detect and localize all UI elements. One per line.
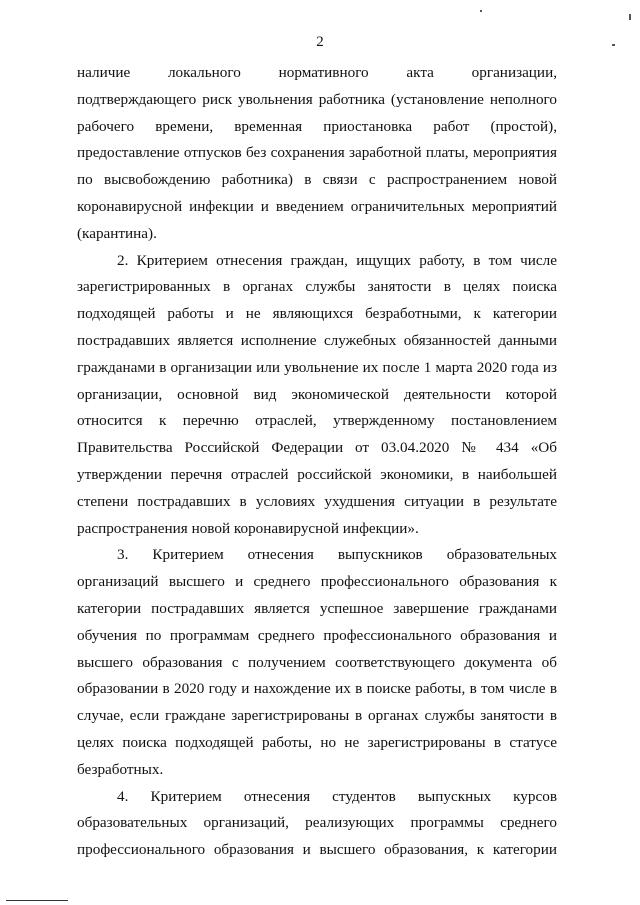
text-line: пострадавших является исполнение служебных обязанностей данными	[77, 331, 557, 349]
text-line: 4. Критерием отнесения студентов выпускных курсов	[117, 787, 557, 805]
text-line: безработных.	[77, 760, 164, 778]
scan-edge-line	[6, 900, 68, 901]
text-line: подтверждающего риск увольнения работника (установление неполного	[77, 90, 557, 108]
text-line: гражданами в организации или увольнение их после 1 марта 2020 года из	[77, 358, 557, 376]
text-line: образовании в 2020 году и нахождение их в поиске работы, в том числе в	[77, 680, 557, 698]
text-line: коронавирусной инфекции и введением ограничительных мероприятий	[77, 197, 557, 215]
text-line: целях поиска подходящей работы, но не зарегистрированы в статусе	[77, 733, 557, 751]
page-number: 2	[316, 34, 324, 50]
text-line: организаций высшего и среднего профессионального образования к	[77, 573, 557, 591]
text-line: предоставление отпусков без сохранения заработной платы, мероприятия	[77, 144, 557, 162]
text-line: профессионального образования и высшего образования, к категории	[77, 841, 557, 859]
paragraph-3	[77, 542, 557, 783]
text-line: по высвобождению работника) в связи с распространением новой	[77, 171, 557, 189]
text-line: наличие локального нормативного акта организации,	[77, 64, 557, 81]
scan-speck	[480, 10, 482, 12]
text-line: Правительства Российской Федерации от 03.04.2020 № 434 «Об	[77, 439, 557, 457]
paragraph-2	[77, 248, 557, 543]
text-line: подходящей работы и не являющихся безработными, к категории	[77, 305, 557, 323]
document-body	[77, 60, 557, 864]
scan-speck	[612, 44, 615, 46]
text-line: зарегистрированных в органах службы занятости в целях поиска	[77, 278, 557, 296]
text-line: образовательных организаций, реализующих программы среднего	[77, 814, 557, 832]
scan-speck	[629, 14, 631, 20]
text-line: (карантина).	[77, 224, 157, 242]
paragraph-continuation	[77, 60, 557, 248]
text-line: высшего образования с получением соответствующего документа об	[77, 653, 557, 671]
text-line: рабочего времени, временная приостановка работ (простой),	[77, 117, 557, 135]
text-line: относится к перечню отраслей, утвержденному постановлением	[77, 412, 557, 430]
text-line: случае, если граждане зарегистрированы в органах службы занятости в	[77, 707, 557, 725]
text-line: организации, основной вид экономической деятельности которой	[77, 385, 557, 403]
text-line: обучения по программам среднего профессионального образования и	[77, 626, 557, 644]
text-line: степени пострадавших в условиях ухудшения ситуации в результате	[77, 492, 557, 510]
text-line: категории пострадавших является успешное завершение гражданами	[77, 599, 557, 617]
text-line: распространения новой коронавирусной инфекции».	[77, 519, 419, 537]
paragraph-4	[77, 784, 557, 864]
text-line: 2. Критерием отнесения граждан, ищущих работу, в том числе	[117, 251, 557, 269]
text-line: утверждении перечня отраслей российской экономики, в наибольшей	[77, 465, 557, 483]
text-line: 3. Критерием отнесения выпускников образовательных	[117, 546, 557, 564]
